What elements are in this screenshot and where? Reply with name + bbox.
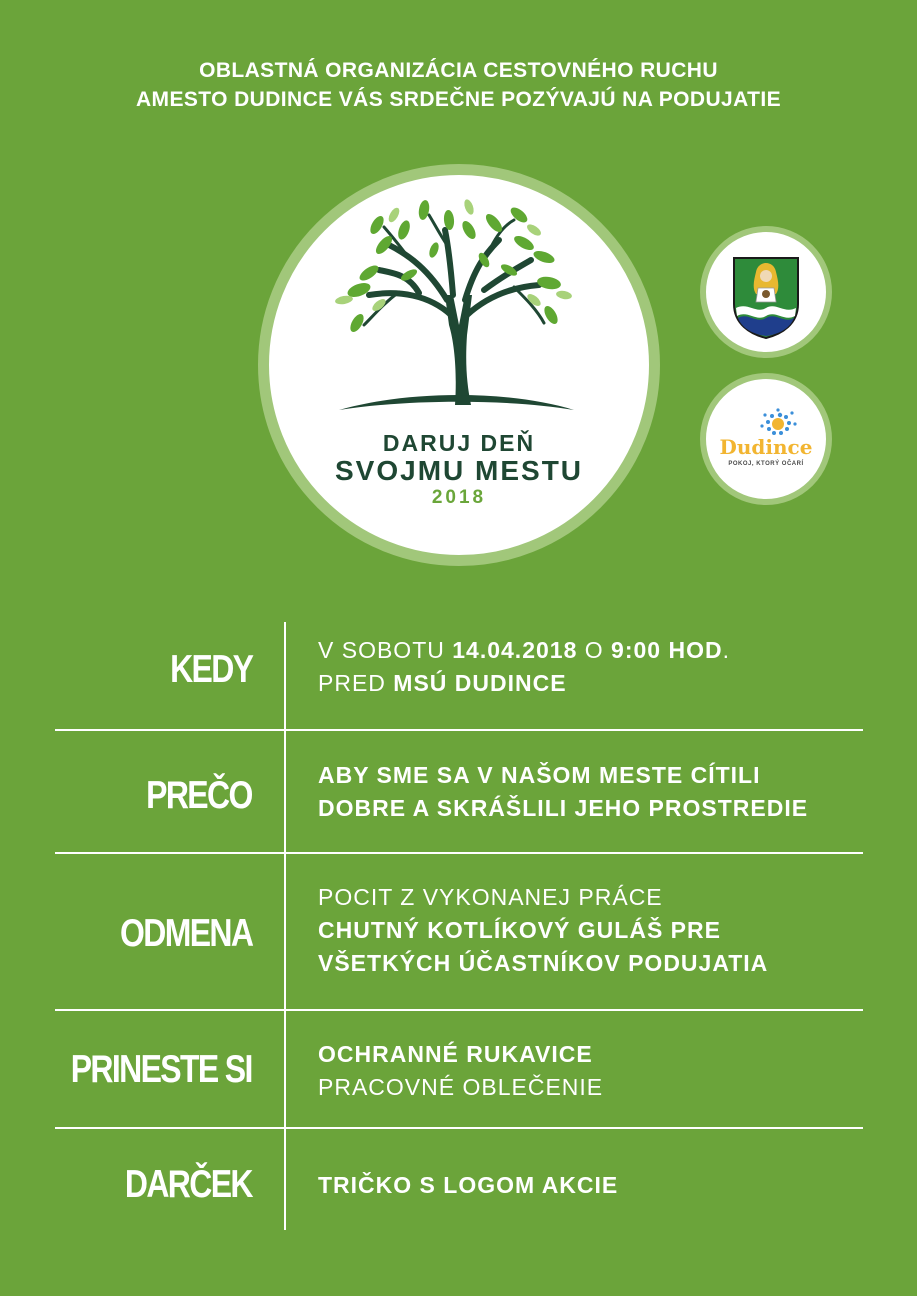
table-divider — [55, 1009, 863, 1011]
value-line: TRIČKO S LOGOM AKCIE — [318, 1172, 619, 1198]
row-value-darcek — [318, 1169, 618, 1202]
event-logo — [258, 164, 660, 566]
value-line: DOBRE A SKRÁŠLILI JEHO PROSTREDIE — [318, 795, 809, 821]
dudince-logo — [700, 373, 832, 505]
header-line-1: OBLASTNÁ ORGANIZÁCIA CESTOVNÉHO RUCHU — [199, 59, 718, 82]
row-label-kedy: KEDY — [169, 648, 252, 691]
invitation-header — [0, 56, 917, 114]
value-line: CHUTNÝ KOTLÍKOVÝ GULÁŠ PRE — [318, 917, 721, 943]
row-label-prineste-si: PRINESTE SI — [70, 1048, 252, 1091]
text-part: V SOBOTU — [318, 637, 453, 663]
text-part: O — [577, 637, 612, 663]
row-label-odmena: ODMENA — [119, 912, 252, 955]
header-line-2: AMESTO DUDINCE VÁS SRDEČNE POZÝVAJÚ NA PODUJATIE — [135, 88, 781, 111]
table-divider-vertical — [284, 622, 286, 1230]
row-value-odmena — [318, 881, 768, 980]
value-line: VŠETKÝCH ÚČASTNÍKOV PODUJATIA — [318, 950, 769, 976]
sun-icon — [706, 379, 826, 439]
event-place: MSÚ DUDINCE — [393, 670, 567, 696]
value-line: POCIT Z VYKONANEJ PRÁCE — [318, 884, 663, 910]
table-divider — [55, 729, 863, 731]
logo-title-line-2: SVOJMU MESTU — [334, 455, 584, 486]
row-value-prineste-si — [318, 1038, 603, 1104]
dudince-wordmark: Dudince — [719, 435, 813, 459]
coat-of-arms-icon — [706, 232, 826, 352]
event-date: 14.04.2018 — [452, 637, 578, 663]
value-line: ABY SME SA V NAŠOM MESTE CÍTILI — [318, 762, 761, 788]
text-part: PRED — [318, 670, 394, 696]
row-label-darcek: DARČEK — [125, 1163, 252, 1206]
table-divider — [55, 852, 863, 854]
table-divider — [55, 1127, 863, 1129]
value-line: PRACOVNÉ OBLEČENIE — [318, 1074, 604, 1100]
value-line: OCHRANNÉ RUKAVICE — [318, 1041, 593, 1067]
dudince-tagline: POKOJ, KTORÝ OČARÍ — [728, 461, 804, 467]
row-value-preco — [318, 759, 808, 825]
event-time: 9:00 HOD — [611, 637, 723, 663]
row-label-preco: PREČO — [146, 774, 252, 817]
logo-year: 2018 — [431, 487, 487, 508]
row-value-kedy — [318, 634, 730, 700]
logo-title-line-1: DARUJ DEŇ — [382, 430, 536, 456]
text-part: . — [722, 637, 730, 663]
town-crest-logo — [700, 226, 832, 358]
